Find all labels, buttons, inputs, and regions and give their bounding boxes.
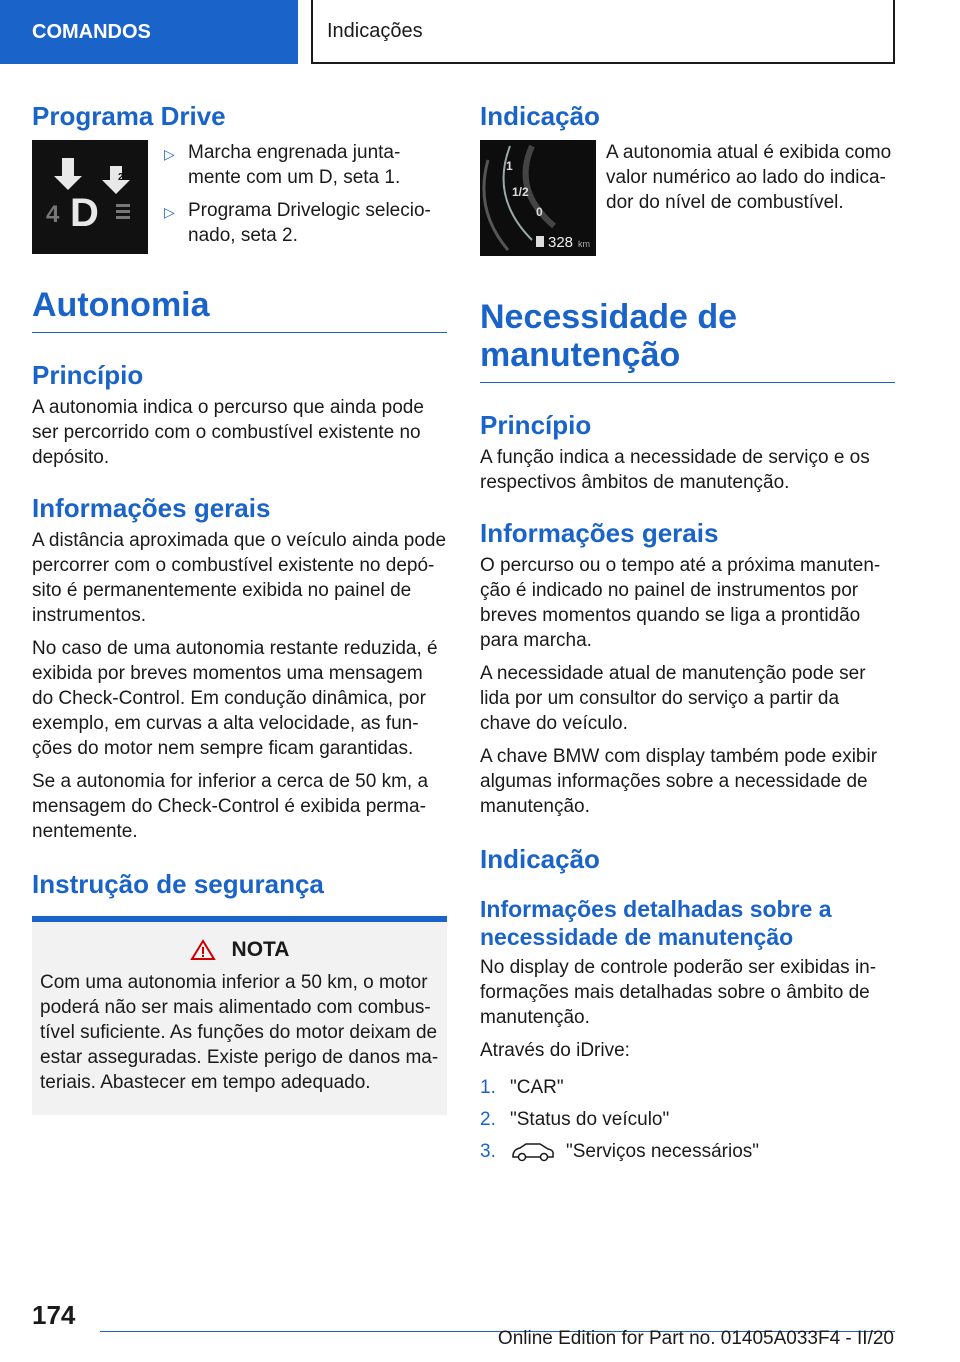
- gerais-title: Informações gerais: [32, 493, 271, 523]
- chapter-tab: [311, 0, 895, 64]
- gauge-mark-empty: 0: [536, 205, 543, 219]
- footer-edition: Online Edition for Part no. 01405A033F4 - II/20: [497, 1328, 894, 1349]
- gerais-paragraph: A chave BMW com display também pode exibir algumas informações sobre a necessidade de manutenção.: [480, 746, 878, 817]
- gerais-paragraph: Se a autonomia for inferior a cerca de 50 km, a mensagem do Check-Control é exibida perma-nentemente.: [32, 771, 429, 842]
- nota-text: Com uma autonomia inferior a 50 km, o motor poderá não ser mais alimentado com combus-tível suficiente. As funções do motor deixam de estar asseguradas. Existe perigo de danos ma-teriais. Abastecer em tempo adequado.: [40, 972, 439, 1093]
- warning-triangle-icon: [190, 939, 216, 961]
- principio-text: A função indica a necessidade de serviço e os respectivos âmbitos de manutenção.: [480, 447, 870, 493]
- gauge-mark-full: 1: [506, 159, 513, 173]
- gerais-title: Informações gerais: [480, 518, 719, 548]
- left-digit: 4: [46, 201, 60, 228]
- range-value: 328: [548, 234, 574, 251]
- indicacao-row: [480, 140, 895, 256]
- indicacao-text: A autonomia atual é exibida como valor numérico ao lado do indica-dor do nível de combustível.: [606, 142, 892, 213]
- nota-label: NOTA: [231, 938, 290, 961]
- indicacao-title: Indicação: [480, 101, 600, 131]
- drive-title: Programa Drive: [32, 101, 226, 131]
- gerais-paragraph: A distância aproximada que o veículo ainda pode percorrer com o combustível existente no depó-sito é permanentemente exibida no painel de instrumentos.: [32, 530, 447, 626]
- drivelogic-icon: [32, 140, 148, 254]
- detalhadas-title: Informações detalhadas sobre a necessidade de manutenção: [480, 896, 832, 950]
- arrow-1-label: 1: [76, 164, 82, 175]
- drive-row: [32, 140, 447, 256]
- page-number: 174: [32, 1300, 76, 1330]
- section-label: COMANDOS: [32, 20, 151, 43]
- list-item: 2. "Status do veículo": [480, 1109, 670, 1130]
- gear-letter: D: [70, 191, 99, 235]
- range-unit: km: [578, 239, 590, 249]
- principio-title: Princípio: [480, 410, 592, 440]
- drive-bullets: [164, 140, 447, 256]
- arrow-2-label: 2: [118, 172, 124, 183]
- triangle-bullet-icon: ▷: [164, 204, 175, 220]
- list-item: ▷ Marcha engrenada junta-mente com um D, seta 1.: [164, 142, 401, 188]
- idrive-steps: [480, 1075, 895, 1164]
- idrive-text: Através do iDrive:: [480, 1040, 630, 1061]
- list-item: ▷ Programa Drivelogic selecio-nado, seta 2.: [164, 200, 431, 246]
- autonomia-title: Autonomia: [32, 286, 447, 333]
- fuel-gauge-image: [480, 140, 596, 256]
- list-item: 3. "Serviços necessários": [480, 1141, 760, 1162]
- triangle-bullet-icon: ▷: [164, 146, 175, 162]
- chapter-label: Indicações: [327, 19, 423, 42]
- gerais-paragraph: A necessidade atual de manutenção pode ser lida por um consultor do serviço a partir da chave do veículo.: [480, 663, 866, 734]
- detalhadas-text: No display de controle poderão ser exibidas in-formações mais detalhadas sobre o âmbito de manutenção.: [480, 957, 877, 1028]
- indicacao2-title: Indicação: [480, 844, 600, 874]
- gauge-mark-half: 1/2: [512, 185, 529, 199]
- manutencao-title: Necessidade de manutenção: [480, 298, 895, 383]
- section-tab: [0, 0, 298, 64]
- warning-box: [32, 916, 447, 1115]
- right-column: [480, 100, 895, 1171]
- warning-heading: [40, 938, 439, 962]
- list-item: 1. "CAR": [480, 1077, 564, 1098]
- seguranca-title: Instrução de segurança: [32, 869, 324, 899]
- principio-title: Princípio: [32, 360, 144, 390]
- car-service-icon: [510, 1141, 556, 1163]
- gerais-paragraph: O percurso ou o tempo até a próxima manuten-ção é indicado no painel de instrumentos por breves momentos quando se liga a prontidão para marcha.: [480, 555, 881, 651]
- principio-text: A autonomia indica o percurso que ainda pode ser percorrido com o combustível existente no depósito.: [32, 397, 424, 468]
- gerais-paragraph: No caso de uma autonomia restante reduzida, é exibida por breves momentos uma mensagem do Check-Control. Em condução dinâmica, por exemplo, em curvas a alta velocidade, as fun-ções do motor nem sempre ficam garantidas.: [32, 638, 438, 759]
- left-column: [32, 100, 447, 1115]
